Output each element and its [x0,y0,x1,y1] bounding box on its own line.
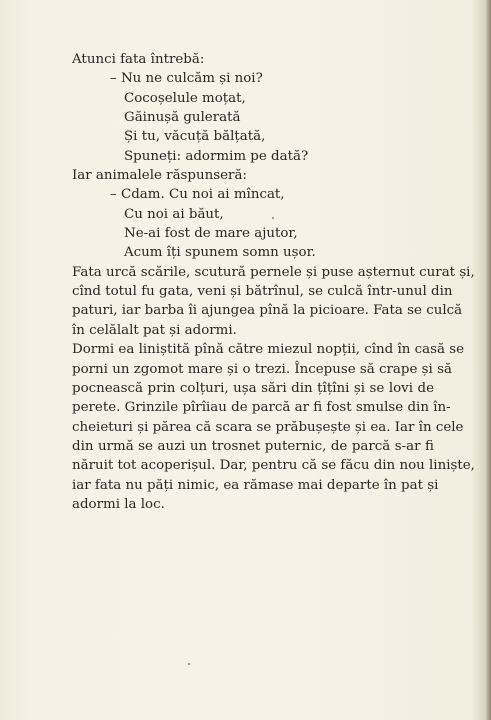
verse-line: Atunci fata întrebă: [72,52,205,67]
verse-line: – Nu ne culcăm și noi? [110,71,263,87]
paragraph-line: paturi, iar barba îi ajungea pînă la picioare. Fata se culcă [72,303,463,319]
paragraph-line: adormi la loc. [72,496,165,512]
verse-line: Cu noi ai băut, [124,206,224,222]
paragraph-line: cînd totul fu gata, veni și bătrînul, se culcă într-unul din [72,284,453,300]
paragraph-line: perete. Grinzile pîrîiau de parcă ar fi fost smulse din în- [72,400,451,416]
paragraph-line: porni un zgomot mare și o trezi. Începuse să crape și să [72,361,452,377]
verse-line: Ne-ai fost de mare ajutor, [124,226,298,242]
page-edge-shadow [485,0,491,720]
paragraph-line: pocnească prin colțuri, ușa sări din țîțîni și se lovi de [72,380,434,396]
paragraph-line: în celălalt pat și adormi. [72,322,237,338]
verse-line: Și tu, văcuță bălțată, [124,129,266,145]
verse-line: Iar animalele răspunseră: [72,168,247,184]
verse-line: Cocoșelule moțat, [124,90,246,106]
page-text [72,50,475,514]
paper-speck [188,663,190,665]
verse-line: Spuneți: adormim pe dată? [124,148,309,164]
verse-line: Găinușă gulerată [124,110,241,126]
paragraph [72,340,475,514]
paragraph-line: năruit tot acoperișul. Dar, pentru că se făcu din nou liniște, [72,458,475,474]
paper-speck [272,217,274,219]
verse-line: Acum îți spunem somn ușor. [124,245,316,261]
paragraph-line: Dormi ea liniștită pînă către miezul nopții, cînd în casă se [72,342,465,358]
paragraph-line: Fata urcă scările, scutură pernele și puse așternut curat și, [72,264,475,280]
paragraph-line: cheieturi și părea că scara se prăbușește și ea. Iar în cele [72,419,464,435]
paragraph-line: din urmă se auzi un trosnet puternic, de parcă s-ar fi [72,438,434,454]
paragraph [72,263,475,340]
paragraph-line: iar fata nu păți nimic, ea rămase mai departe în pat și [72,477,439,493]
verse-line: – Cdam. Cu noi ai mîncat, [110,187,285,203]
